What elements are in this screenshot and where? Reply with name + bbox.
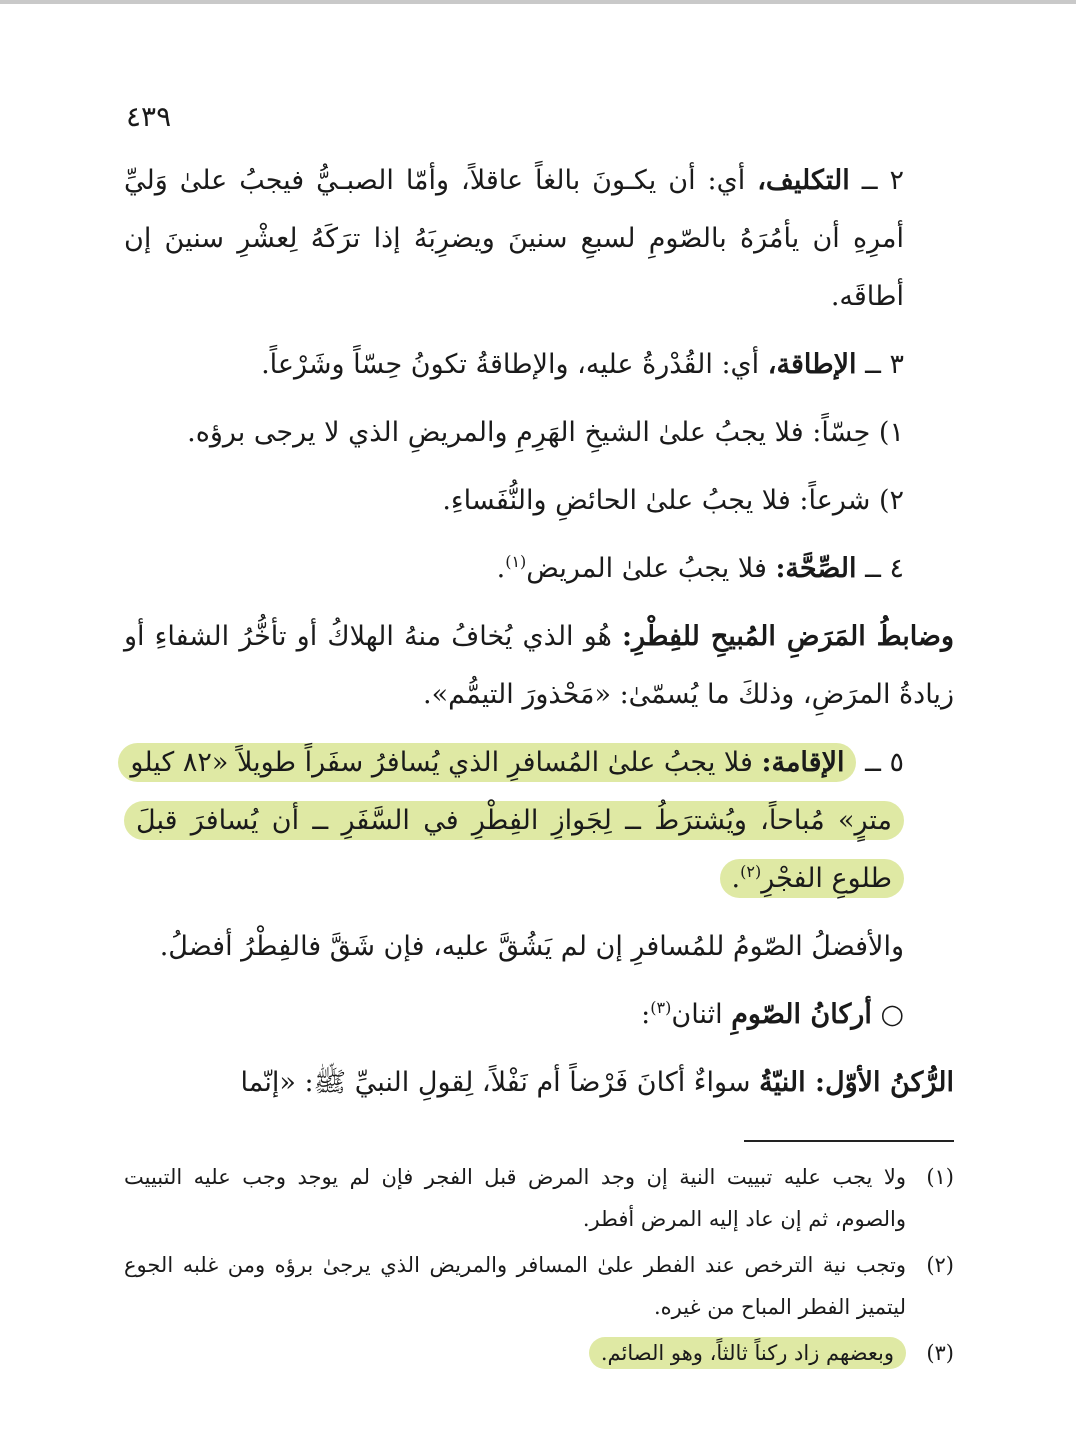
term-dabit: وضابطُ المَرَضِ المُبيحِ للفِطْرِ: [622,621,954,652]
footnote-text: وتجب نية الترخص عند الفطر علىٰ المسافر والمريض الذي يرجىٰ برؤه ومن غلبه الجوع ليتميز الفطر المباح من غيره. [124,1253,906,1319]
paragraph-sihha: ٤ ــ الصِّحَّة: فلا يجبُ علىٰ المريض$^{(١)}$. [496,552,904,584]
paragraph-hissan: ١) حِسّاً: فلا يجبُ علىٰ الشيخِ الهَرِمِ والمريضِ الذي لا يرجى برؤه. [187,417,904,448]
footnote-text: ولا يجب عليه تبييت النية إن وجد المرض قبل الفجر فإن لم يوجد وجب عليه التبييت والصوم، ثم إن عاد إليه المرض أفطر. [124,1165,906,1231]
paragraph-iqama: ٥ ــ الإقامة: فلا يجبُ علىٰ المُسافرِ الذي يُسافرُ سفَراً طويلاً «٨٢ كيلو مترٍ» مُباحاً، ويُشترَطُ ــ لِجَوازِ الفِطْرِ في السَّفَرِ ــ أن يُسافرَ قبلَ طلوعِ الفجْرِ$^{(٢)}$. [124,734,954,908]
term-iqama: الإقامة: [761,747,845,778]
footnote-ref-3[interactable]: (٣) [650,998,672,1017]
highlight-iqama: الإقامة: فلا يجبُ علىٰ المُسافرِ الذي يُسافرُ سفَراً طويلاً «٨٢ كيلو مترٍ» مُباحاً، ويُشترَطُ ــ لِجَوازِ الفِطْرِ في السَّفَرِ ــ أن يُسافرَ قبلَ طلوعِ الفجْرِ$^{(٢)}$. [118,743,904,898]
paragraph-arkan: ○ أركانُ الصّومِ اثنان$^{(٣)}$: [641,998,904,1030]
paragraph-taklif: ٢ ــ التكليف، أي: أن يكـونَ بالغاً عاقلاً، وأمّا الصبـيُّ فيجبُ علىٰ وَليِّ أمرِهِ أن يأمُرَهُ بالصّومِ لسبعِ سنينَ ويضرِبَهُ إذا ترَكَهُ لِعشْرِ سنينَ إن أطاقَه. [124,165,904,312]
footnote-number: (٢) [926,1253,954,1277]
footnote-number: (٣) [926,1341,954,1365]
term-arkan: أركانُ الصّومِ [731,999,872,1030]
footnote-1 [124,1156,954,1240]
paragraph-dabit: وضابطُ المَرَضِ المُبيحِ للفِطْرِ: هُو الذي يُخافُ منهُ الهلاكُ أو تأخُّرُ الشفاءِ أو زيادةُ المرَضِ، وذلكَ ما يُسمّىٰ: «مَحْذورَ التيمُّم». [124,621,954,710]
footnote-divider [744,1140,954,1142]
footnote-ref-1[interactable]: (١) [505,552,527,571]
term-taklif: التكليف، [757,165,850,196]
page-body [124,152,954,1378]
term-rukn-awwal: الرُّكنُ الأوّل: النيّةُ [759,1067,954,1098]
highlight-footnote-3: وبعضهم زاد ركناً ثالثاً، وهو الصائم. [589,1337,906,1369]
footnote-number: (١) [926,1165,954,1189]
paragraph-rukn-awwal: الرُّكنُ الأوّل: النيّةُ سواءٌ أكانَ فَرْضاً أم نَفْلاً، لِقولِ النبيِّ ﷺ: «إنّما [240,1067,954,1098]
top-border [0,0,1076,4]
footnote-2 [124,1244,954,1328]
paragraph-afdal: والأفضلُ الصّومُ للمُسافرِ إن لم يَشُقَّ عليه، فإن شَقَّ فالفِطْرُ أفضلُ. [159,931,904,962]
paragraph-sharan: ٢) شرعاً: فلا يجبُ علىٰ الحائضِ والنُّفَساءِ. [442,485,904,516]
page-number: ٤٣٩ [126,100,172,133]
term-sihha: الصِّحَّة: [775,553,857,584]
circle-bullet-icon: ○ [880,999,904,1030]
footnote-ref-2[interactable]: (٢) [740,862,762,881]
paragraph-itaqa: ٣ ــ الإطاقة، أي: القُدْرةُ عليه، والإطاقةُ تكونُ حِسّاً وشَرْعاً. [261,349,904,380]
footnote-3 [124,1332,954,1374]
term-itaqa: الإطاقة، [767,349,857,380]
